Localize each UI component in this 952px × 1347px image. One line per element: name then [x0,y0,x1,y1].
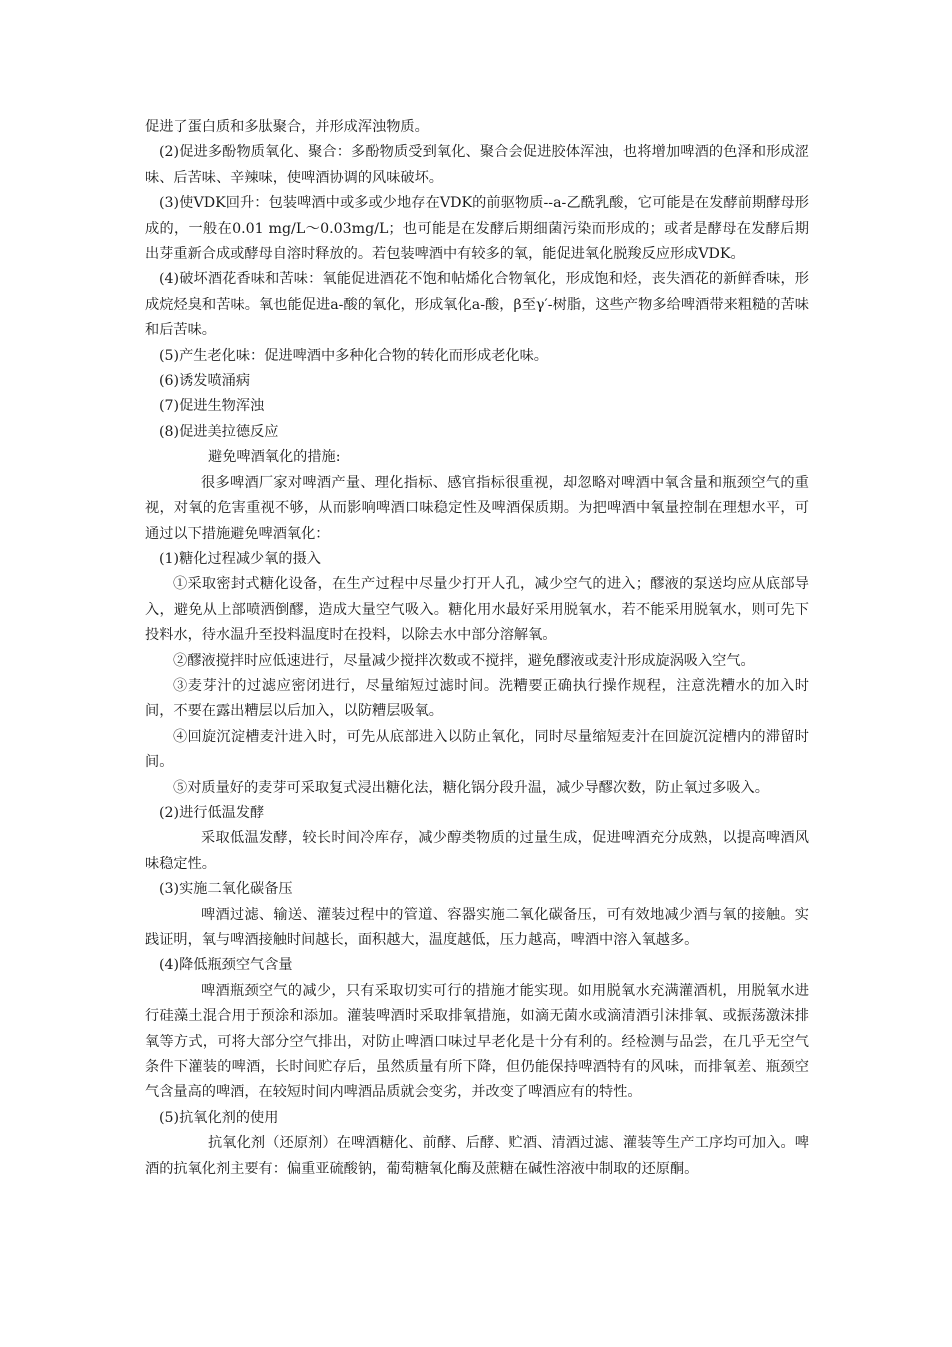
paragraph: (8)促进美拉德反应 [159,423,279,440]
paragraph: ②醪液搅拌时应低速进行，尽量减少搅拌次数或不搅拌，避免醪液或麦汁形成旋涡吸入空气。 [173,652,755,669]
paragraph: (4)降低瓶颈空气含量 [159,957,293,974]
paragraph: (6)诱发喷涌病 [159,373,251,390]
paragraph: 采取低温发酵，较长时间冷库存，减少醇类物质的过量生成，促进啤酒充分成熟，以提高啤酒风味稳定性。 [145,830,809,872]
paragraph: ①采取密封式糖化设备，在生产过程中尽量少打开人孔，减少空气的进入；醪液的泵送均应从底部导入，避免从上部喷洒倒醪，造成大量空气吸入。糖化用水最好采用脱氧水，若不能采用脱氧水，则可先下投料水，待水温升至投料温度时在投料，以除去水中部分溶解氧。 [145,576,809,644]
paragraph: ⑤对质量好的麦芽可采取复式浸出糖化法，糖化锅分段升温，减少导醪次数，防止氧过多吸入。 [173,779,769,796]
paragraph: 很多啤酒厂家对啤酒产量、理化指标、感官指标很重视，却忽略对啤酒中氧含量和瓶颈空气的重视，对氧的危害重视不够，从而影响啤酒口味稳定性及啤酒保质期。为把啤酒中氧量控制在理想水平，可通过以下措施避免啤酒氧化： [145,474,809,542]
paragraph: 抗氧化剂（还原剂）在啤酒糖化、前酵、后酵、贮酒、清酒过滤、灌装等生产工序均可加入。啤酒的抗氧化剂主要有：偏重亚硫酸钠，葡萄糖氧化酶及蔗糖在碱性溶液中制取的还原酮。 [145,1135,809,1177]
paragraph: 促进了蛋白质和多肽聚合，并形成浑浊物质。 [145,119,429,135]
paragraph: 啤酒瓶颈空气的减少，只有采取切实可行的措施才能实现。如用脱氧水充满灌酒机，用脱氧水进行硅藻土混合用于预涂和添加。灌装啤酒时采取排氧措施，如滴无菌水或滴清酒引沫排氧、或振荡激沫排氧等方式，可将大部分空气排出，对防止啤酒口味过早老化是十分有利的。经检测与品尝，在几乎无空气条件下灌装的啤酒，长时间贮存后，虽然质量有所下降，但仍能保持啤酒特有的风味，而排氧差、瓶颈空气含量高的啤酒，在较短时间内啤酒品质就会变劣，并改变了啤酒应有的特性。 [145,982,809,1101]
document-page [145,115,809,1182]
paragraph: (2)促进多酚物质氧化、聚合：多酚物质受到氧化、聚合会促进胶体浑浊，也将增加啤酒的色泽和形成涩味、后苦味、辛辣味，使啤酒协调的风味破坏。 [145,144,809,186]
paragraph: (5)抗氧化剂的使用 [159,1109,279,1126]
paragraph: (2)进行低温发酵 [159,804,265,821]
paragraph: (7)促进生物浑浊 [159,398,265,415]
paragraph: ④回旋沉淀槽麦汁进入时，可先从底部进入以防止氧化，同时尽量缩短麦汁在回旋沉淀槽内的滞留时间。 [145,728,809,771]
paragraph: ③麦芽汁的过滤应密闭进行，尽量缩短过滤时间。洗糟要正确执行操作规程，注意洗糟水的加入时间，不要在露出糟层以后加入，以防糟层吸氧。 [145,677,809,720]
paragraph: 啤酒过滤、输送、灌装过程中的管道、容器实施二氧化碳备压，可有效地减少酒与氧的接触。实践证明，氧与啤酒接触时间越长，面积越大，温度越低，压力越高，啤酒中溶入氧越多。 [145,906,809,948]
paragraph: (5)产生老化味：促进啤酒中多种化合物的转化而形成老化味。 [159,347,548,364]
paragraph: (3)使VDK回升：包装啤酒中或多或少地存在VDK的前驱物质--a-乙酰乳酸，它可能是在发酵前期酵母形成的，一般在0.01 mg/L～0.03mg/L；也可能是在发酵后期细菌污染而形成的；或者是酵母在发酵后期出芽重新合成或酵母自溶时释放的。若包装啤酒中有较多的氧，能促进氧化脱羧反应形成VDK。 [145,195,809,263]
paragraph: (4)破坏酒花香味和苦味：氧能促进酒花不饱和帖烯化合物氧化，形成饱和烃，丧失酒花的新鲜香味，形成烷烃臭和苦味。氧也能促进a-酸的氧化，形成氧化a-酸，β至γ′-树脂，这些产物多给啤酒带来粗糙的苦味和后苦味。 [145,271,809,339]
paragraph: (1)糖化过程减少氧的摄入 [159,550,321,567]
paragraph: (3)实施二氧化碳备压 [159,881,293,898]
section-heading: 避免啤酒氧化的措施: [208,449,341,466]
